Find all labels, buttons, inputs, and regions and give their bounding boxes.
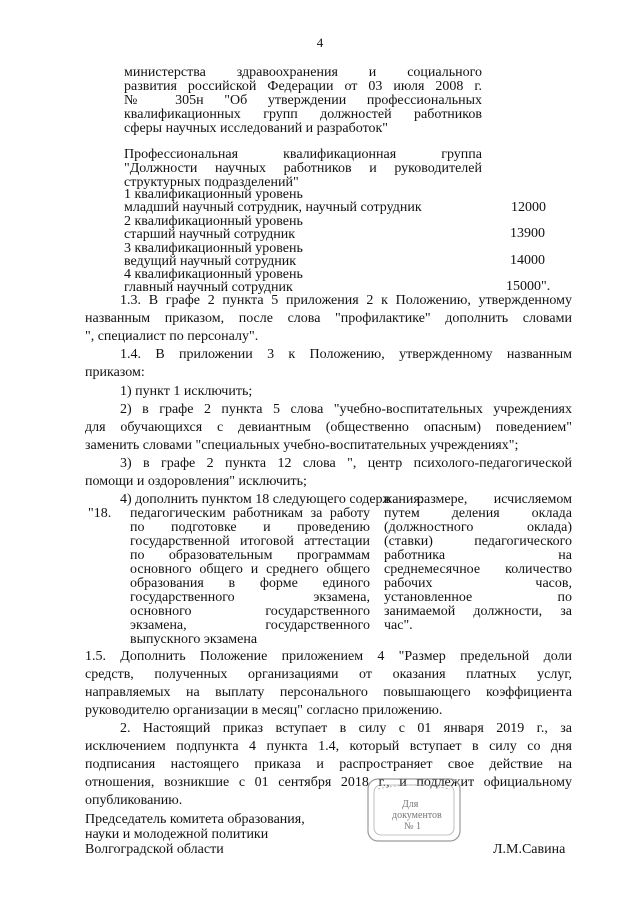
left-cell-line: по образовательным программам [130, 548, 370, 563]
text-line: 3) в графе 2 пункта 12 слова ", центр психолого-педагогической [120, 456, 572, 471]
text-line: 1.4. В приложении 3 к Положению, утвержденному названным [120, 347, 572, 362]
left-cell-line: основного государственного [130, 604, 370, 619]
signer-title-line: науки и молодежной политики [85, 827, 269, 842]
text-line: 2. Настоящий приказ вступает в силу с 01 января 2019 г., за [120, 721, 572, 736]
position-name: младший научный сотрудник, научный сотрудник [124, 200, 422, 215]
text-line: средств, полученных организациями от оказания платных услуг, [85, 667, 572, 682]
left-cell-line: экзамена, государственного [130, 618, 370, 633]
group-line: структурных подразделений" [124, 175, 299, 190]
right-cell-line: рабочих часов, [384, 576, 572, 591]
text-line: заменить словами "специальных учебно-воспитательных учреждениях"; [85, 438, 519, 453]
right-cell-line: работника на [384, 548, 572, 563]
salary-value: 13900 [510, 226, 545, 241]
official-stamp [364, 775, 464, 845]
left-cell-line: государственной итоговой аттестации [130, 534, 370, 549]
quote-line: развития российской Федерации от 03 июля 2008 г. [124, 79, 482, 94]
text-line: руководителю организации в месяц" согласно приложению. [85, 703, 443, 718]
level-label: 3 квалификационный уровень [124, 241, 303, 256]
right-cell-line: путем деления оклада [384, 506, 572, 521]
left-cell-line: государственного экзамена, [130, 590, 370, 605]
text-line: опубликованию. [85, 793, 183, 808]
salary-value: 15000". [506, 279, 551, 294]
item-4: 4) дополнить пунктом 18 следующего содержания: [120, 492, 424, 507]
salary-value: 14000 [510, 253, 545, 268]
right-cell-line: среднемесячное количество [384, 562, 572, 577]
right-cell-line: в размере, исчисляемом [384, 492, 572, 507]
left-cell-line: по подготовке и проведению [130, 520, 370, 535]
text-line: направляемых на выплату персонального повышающего коэффициента [85, 685, 572, 700]
left-cell-line: основного общего и среднего общего [130, 562, 370, 577]
text-line: подписания настоящего приказа и распространяет свое действие на [85, 757, 572, 772]
right-cell-line: (должностного оклада) [384, 520, 572, 535]
right-cell-line: (ставки) педагогического [384, 534, 572, 549]
signer-title-line: Председатель комитета образования, [85, 812, 305, 827]
text-line: исключением подпункта 4 пункта 1.4, который вступает в силу со дня [85, 739, 572, 754]
text-line: 1.5. Дополнить Положение приложением 4 "Размер предельной доли [85, 649, 572, 664]
position-name: главный научный сотрудник [124, 280, 293, 295]
text-line: 2) в графе 2 пункта 5 слова "учебно-воспитательных учреждениях [120, 402, 572, 417]
quote-line: № 305н "Об утверждении профессиональных [124, 93, 482, 108]
position-name: ведущий научный сотрудник [124, 254, 297, 269]
level-label: 2 квалификационный уровень [124, 214, 303, 229]
salary-value: 12000 [511, 200, 546, 215]
text-line: ", специалист по персоналу". [85, 329, 259, 344]
point-number: "18. [88, 506, 112, 521]
signer-title-line: Волгоградской области [85, 842, 224, 857]
stamp-text: № 1 [404, 821, 422, 832]
left-cell-line: образования в форме единого [130, 576, 370, 591]
level-label: 4 квалификационный уровень [124, 267, 303, 282]
group-line: "Должности научных работников и руководителей [124, 161, 482, 176]
stamp-text: документов [392, 810, 442, 821]
text-line: 1.3. В графе 2 пункта 5 приложения 2 к Положению, утвержденному [120, 293, 572, 308]
left-cell-line: педагогическим работникам за работу [130, 506, 370, 521]
right-cell-line: час". [384, 618, 413, 633]
group-line: Профессиональная квалификационная группа [124, 147, 482, 162]
quote-line: квалификационных групп должностей работников [124, 107, 482, 122]
right-cell-line: установленное по [384, 590, 572, 605]
signer-name: Л.М.Савина [493, 842, 566, 857]
quote-line: сферы научных исследований и разработок" [124, 121, 389, 136]
item-1: 1) пункт 1 исключить; [120, 384, 253, 399]
right-cell-line: занимаемой должности, за [384, 604, 572, 619]
text-line: приказом: [85, 365, 145, 380]
text-line: названным приказом, после слова "профилактике" дополнить словами [85, 311, 572, 326]
text-line: помощи и оздоровления" исключить; [85, 474, 307, 489]
text-line: для обучающихся с девиантным (общественно опасным) поведением" [85, 420, 572, 435]
quote-line: министерства здравоохранения и социального [124, 65, 482, 80]
level-label: 1 квалификационный уровень [124, 187, 303, 202]
stamp-text: Для [402, 799, 419, 810]
page-number: 4 [316, 35, 324, 50]
text-line: отношения, возникшие с 01 сентября 2018 г., и подлежит официальному [85, 775, 572, 790]
left-cell-line: выпускного экзамена [130, 632, 258, 647]
position-name: старший научный сотрудник [124, 227, 296, 242]
